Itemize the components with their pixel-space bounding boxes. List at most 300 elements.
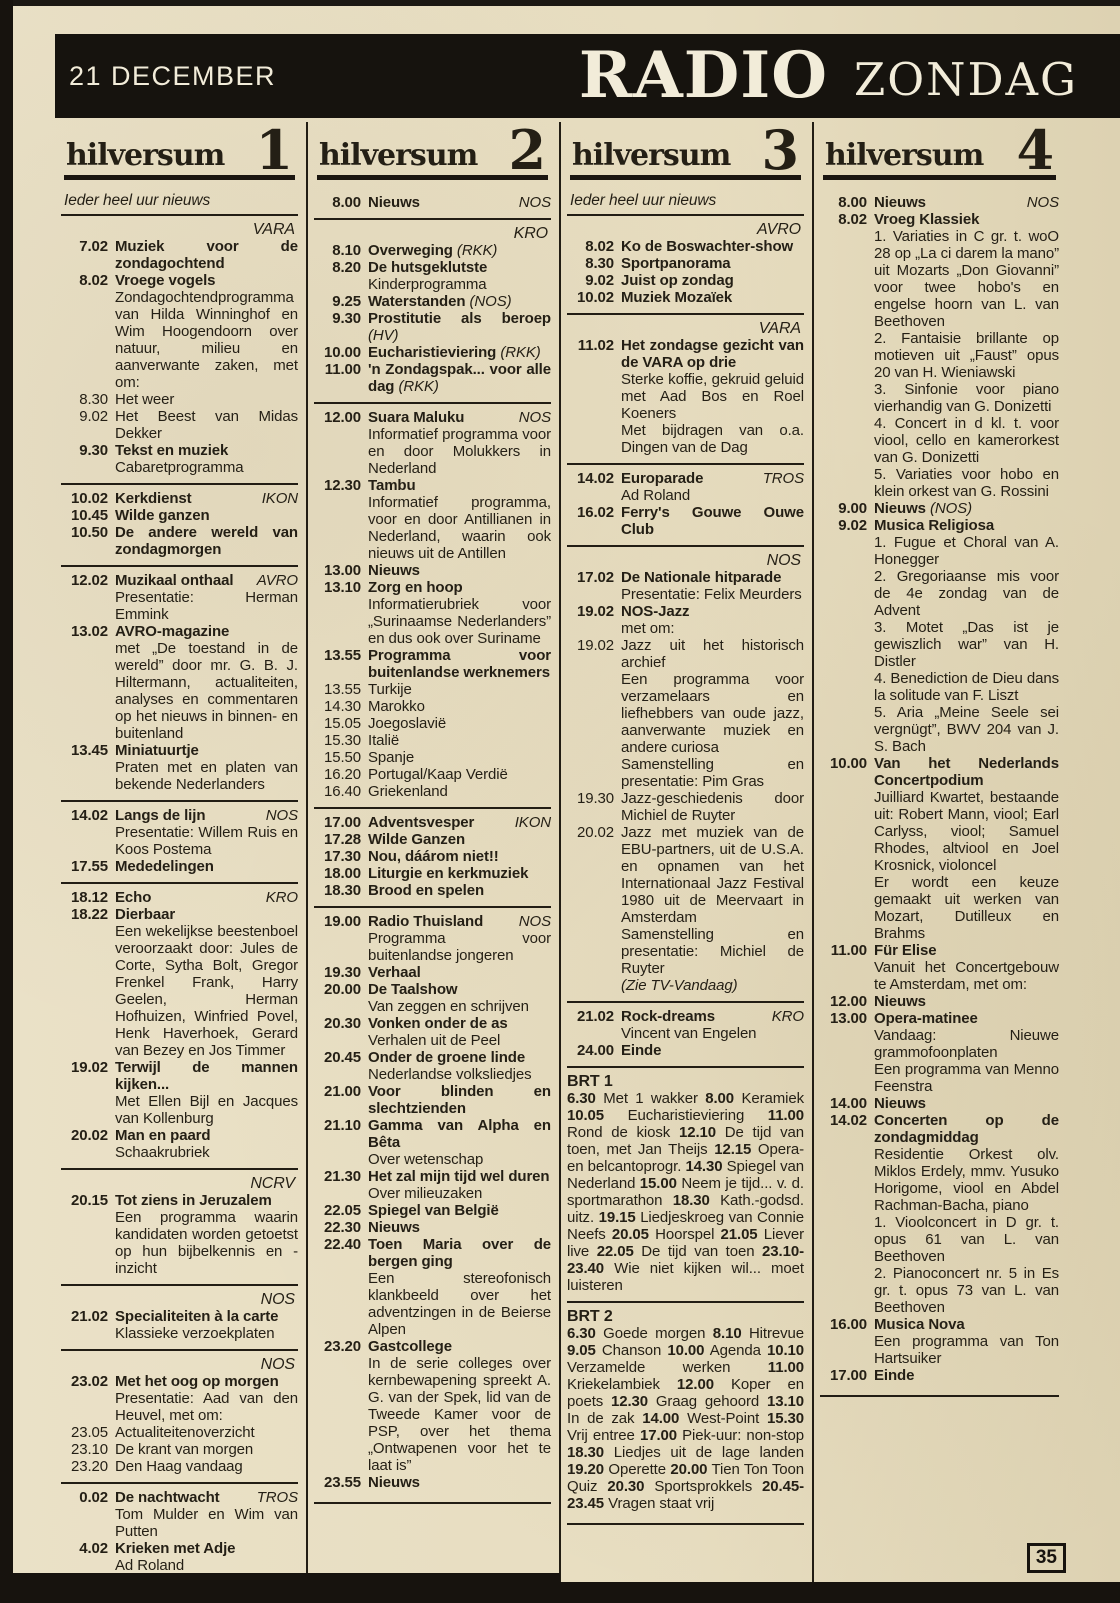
program-body xyxy=(621,637,804,790)
columns xyxy=(55,118,1067,1587)
brt-time: 20.45-23.45 xyxy=(567,1477,804,1512)
brt-time: 9.05 xyxy=(567,1341,596,1359)
program-body xyxy=(115,408,298,442)
program-time: 23.20 xyxy=(323,1337,361,1355)
program-time: 14.02 xyxy=(576,469,614,487)
program-description: Samenstelling en presentatie: Michiel de Ruyter xyxy=(621,925,804,977)
program-title: De Nationale hitparade xyxy=(621,568,782,586)
program-time: 22.05 xyxy=(323,1201,361,1219)
program-section xyxy=(61,1482,298,1581)
brt-title: BRT 1 xyxy=(567,1072,613,1090)
brt-time: 12.30 xyxy=(611,1392,649,1410)
program-title: Miniatuurtje xyxy=(115,741,199,759)
program-body xyxy=(115,1059,298,1127)
brt-block xyxy=(567,1066,804,1301)
program-item xyxy=(314,1474,551,1491)
program-time: 9.00 xyxy=(838,499,867,517)
program-description: Vincent van Engelen xyxy=(621,1024,757,1042)
program-item xyxy=(314,647,551,681)
program-body xyxy=(368,681,551,698)
program-title: Dierbaar xyxy=(115,905,176,923)
program-time: 16.02 xyxy=(576,503,614,521)
broadcaster-label: NOS xyxy=(766,551,801,569)
column-end-rule xyxy=(567,1523,804,1525)
broadcaster-tag: NOS xyxy=(1026,193,1059,211)
program-body xyxy=(368,194,551,211)
program-item xyxy=(61,1424,298,1441)
program-title: Ferry's Gouwe Ouwe Club xyxy=(621,503,804,538)
program-title: Musica Nova xyxy=(874,1315,965,1333)
program-time: 9.25 xyxy=(332,292,361,310)
program-time: 21.30 xyxy=(323,1167,361,1185)
program-title: Sportpanorama xyxy=(621,254,731,272)
brt-time: 12.15 xyxy=(714,1140,752,1158)
program-description: Een programma van Ton Hartsuiker xyxy=(874,1332,1059,1367)
program-body xyxy=(115,858,298,875)
radio-masthead-title: RADIO xyxy=(578,38,828,113)
program-title: Radio Thuisland xyxy=(368,912,484,930)
program-description: 5. Variaties voor hobo en klein orkest van G. Rossini xyxy=(874,465,1059,500)
program-time: 8.02 xyxy=(79,271,108,289)
brt-title: BRT 2 xyxy=(567,1307,613,1325)
program-time: 9.02 xyxy=(585,271,614,289)
program-body xyxy=(368,1474,551,1491)
program-title: Voor blinden en slechtzienden xyxy=(368,1082,551,1117)
program-body xyxy=(115,238,298,272)
program-description: 2. Gregoriaanse mis voor de 4e zondag van de Advent xyxy=(874,567,1059,619)
program-body xyxy=(368,913,551,964)
brt-text: Goede morgen xyxy=(595,1324,713,1342)
program-body xyxy=(621,1008,804,1042)
program-time: 16.20 xyxy=(323,765,361,783)
station-number: 2 xyxy=(508,118,546,182)
station-header xyxy=(317,118,548,182)
program-title: Suara Maluku xyxy=(368,408,465,426)
program-section xyxy=(61,565,298,800)
program-item xyxy=(314,242,551,259)
program-item xyxy=(567,272,804,289)
broadcaster-tag: NOS xyxy=(518,408,551,426)
program-item xyxy=(314,681,551,698)
program-title: Mededelingen xyxy=(115,857,214,875)
program-time: 24.00 xyxy=(576,1041,614,1059)
brt-time: 10.00 xyxy=(667,1341,705,1359)
brt-time: 6.30 xyxy=(567,1089,596,1107)
program-description: met „De toestand in de wereld” door mr. G. B. J. Hiltermann, actualiteiten, analyses en commentaren op het nieuws in binnen- en buitenland xyxy=(115,639,298,742)
program-item xyxy=(314,1015,551,1049)
brt-time: 11.00 xyxy=(767,1106,804,1124)
brt-text: Liever live xyxy=(567,1225,804,1260)
program-title: Muzikaal onthaal xyxy=(115,571,234,589)
program-body xyxy=(115,1127,298,1161)
program-item xyxy=(314,1083,551,1117)
brt-text: Eucharistieviering xyxy=(604,1106,768,1124)
program-body xyxy=(874,1112,1059,1316)
program-description: 4. Benediction de Dieu dans la solitude van F. Liszt xyxy=(874,669,1059,704)
program-time: 18.30 xyxy=(323,881,361,899)
program-item xyxy=(567,603,804,637)
brt-text: Verzamelde werken xyxy=(567,1358,768,1376)
program-item xyxy=(61,572,298,623)
program-title: Nieuws xyxy=(368,1218,420,1236)
program-item xyxy=(314,194,551,211)
program-item xyxy=(61,524,298,558)
program-time: 13.45 xyxy=(70,741,108,759)
program-title: Brood en spelen xyxy=(368,881,485,899)
program-time: 17.55 xyxy=(70,857,108,875)
program-item xyxy=(61,1373,298,1424)
program-section xyxy=(61,1284,298,1349)
brt-time: 14.30 xyxy=(685,1157,723,1175)
brt-time: 10.10 xyxy=(766,1341,804,1359)
program-body xyxy=(621,255,804,272)
program-body xyxy=(368,882,551,899)
program-description: Ad Roland xyxy=(621,486,691,504)
program-time: 16.40 xyxy=(323,782,361,800)
program-title: Turkije xyxy=(368,680,412,698)
program-item xyxy=(61,1540,298,1574)
station-name: hilversum xyxy=(825,137,984,173)
program-item xyxy=(61,1489,298,1540)
program-description: Een programma voor verzamelaars en liefhebbers van oude jazz, aanverwante muziek en andere curiosa xyxy=(621,670,804,756)
column-end-rule xyxy=(314,1502,551,1504)
program-title: Nieuws xyxy=(368,1473,420,1491)
brt-text: Operette xyxy=(604,1460,671,1478)
program-title: Specialiteiten à la carte xyxy=(115,1307,279,1325)
scan-bottom-edge xyxy=(0,1582,1120,1603)
program-title: Tekst en muziek xyxy=(115,441,229,459)
program-body xyxy=(368,1202,551,1219)
program-body xyxy=(368,259,551,293)
program-item xyxy=(314,913,551,964)
program-time: 8.02 xyxy=(838,210,867,228)
program-title: Het Beest van Midas Dekker xyxy=(115,407,298,442)
program-description: 1. Variaties in C gr. t. woO 28 op „La ci darem la mano” uit Mozarts „Don Giovanni” voor twee hobo's en engelse hoorn van L. van Beethoven xyxy=(874,227,1059,330)
program-time: 12.30 xyxy=(323,476,361,494)
program-item xyxy=(314,698,551,715)
program-description: Tom Mulder en Wim van Putten xyxy=(115,1505,298,1540)
broadcaster-tag: KRO xyxy=(771,1007,804,1025)
program-title: Nieuws xyxy=(874,992,926,1010)
station-header xyxy=(64,118,295,182)
program-time: 8.10 xyxy=(332,241,361,259)
program-description: 2. Fantaisie brillante op motieven uit „Faust” opus 20 van H. Wieniawski xyxy=(874,329,1059,381)
program-description: 3. Motet „Das ist je gewiszlich war” van H. Distler xyxy=(874,618,1059,670)
brt-time: 18.30 xyxy=(672,1191,710,1209)
program-description: Presentatie: Herman Emmink xyxy=(115,588,298,623)
program-item xyxy=(314,882,551,899)
program-time: 0.02 xyxy=(79,1488,108,1506)
program-item xyxy=(567,1042,804,1059)
program-item xyxy=(314,865,551,882)
program-time: 19.02 xyxy=(576,636,614,654)
brt-text: Sportsprokkels xyxy=(644,1477,763,1495)
program-section xyxy=(820,189,1059,1391)
program-title: Vonken onder de as xyxy=(368,1014,508,1032)
program-title: Waterstanden xyxy=(368,292,466,310)
program-body xyxy=(368,1219,551,1236)
program-time: 11.00 xyxy=(324,360,361,378)
program-description: Over milieuzaken xyxy=(368,1184,483,1202)
brt-text: Wie niet kijken wil... moet luisteren xyxy=(567,1259,804,1294)
program-time: 11.02 xyxy=(577,336,614,354)
brt-time: 20.00 xyxy=(670,1460,708,1478)
program-title: Spiegel van België xyxy=(368,1201,499,1219)
program-item xyxy=(567,637,804,790)
program-item xyxy=(820,993,1059,1010)
program-title: NOS-Jazz xyxy=(621,602,690,620)
program-time: 23.10 xyxy=(70,1440,108,1458)
broadcaster-tag: IKON xyxy=(514,813,551,831)
program-description: Kinderprogramma xyxy=(368,275,487,293)
program-item xyxy=(314,715,551,732)
program-title: Italië xyxy=(368,731,400,749)
program-title: Wilde Ganzen xyxy=(368,830,466,848)
program-time: 14.02 xyxy=(829,1111,867,1129)
brt-time: 12.10 xyxy=(678,1123,717,1141)
program-title: Gastcollege xyxy=(368,1337,452,1355)
day-label: ZONDAG xyxy=(853,52,1078,106)
program-body xyxy=(115,889,298,906)
program-body xyxy=(874,194,1059,211)
program-body xyxy=(368,562,551,579)
broadcaster-tag: IKON xyxy=(261,489,298,507)
brt-text: Hitrevue xyxy=(741,1324,805,1342)
program-time: 9.02 xyxy=(838,516,867,534)
program-body xyxy=(368,344,551,361)
program-item xyxy=(61,391,298,408)
program-title: Man en paard xyxy=(115,1126,211,1144)
program-time: 8.20 xyxy=(332,258,361,276)
brt-text: Rond de kiosk xyxy=(567,1123,679,1141)
brt-text: Kriekelambiek xyxy=(567,1375,677,1393)
brt-time: 15.00 xyxy=(639,1174,677,1192)
brt-text: De tijd van toen, met Jan Theijs xyxy=(567,1123,804,1158)
program-description: Residentie Orkest olv. Miklos Erdely, mmv. Yusuko Horigome, viool en Abdel Rachman-Bacha, piano xyxy=(874,1145,1059,1214)
brt-text: Vragen staat vrij xyxy=(604,1494,715,1512)
program-time: 19.02 xyxy=(70,1058,108,1076)
program-time: 20.30 xyxy=(323,1014,361,1032)
program-title: Kerkdienst xyxy=(115,489,192,507)
program-body xyxy=(368,1015,551,1049)
station-name: hilversum xyxy=(66,137,225,173)
program-item xyxy=(820,755,1059,942)
program-time: 17.00 xyxy=(323,813,361,831)
program-time: 21.00 xyxy=(323,1082,361,1100)
program-time: 9.02 xyxy=(79,407,108,425)
program-body xyxy=(874,211,1059,500)
program-time: 8.00 xyxy=(838,193,867,211)
program-time: 19.30 xyxy=(576,789,614,807)
program-time: 15.05 xyxy=(323,714,361,732)
program-body xyxy=(874,1316,1059,1367)
tv-reference-note: (Zie TV-Vandaag) xyxy=(621,976,738,994)
program-item xyxy=(61,1308,298,1342)
program-time: 23.20 xyxy=(70,1457,108,1475)
program-title: Muziek Mozaïek xyxy=(621,288,733,306)
program-title: Overweging xyxy=(368,241,453,259)
broadcaster-tag: NOS xyxy=(518,193,551,211)
program-item xyxy=(567,569,804,603)
program-body xyxy=(621,1042,804,1059)
program-item xyxy=(314,1117,551,1168)
brt-text: Tien Ton Toon Quiz xyxy=(567,1460,805,1495)
brt-text: Vrij entree xyxy=(567,1426,640,1444)
program-title: Prostitutie als beroep xyxy=(368,309,551,327)
program-title: Vroege vogels xyxy=(115,271,216,289)
program-time: 20.02 xyxy=(70,1126,108,1144)
program-time: 13.00 xyxy=(829,1009,867,1027)
program-description: Schaakrubriek xyxy=(115,1143,210,1161)
program-time: 11.00 xyxy=(830,941,867,959)
program-title: Toen Maria over de bergen ging xyxy=(368,1235,551,1270)
program-title: Tambu xyxy=(368,476,416,494)
scan-left-edge xyxy=(0,0,13,1603)
program-title: De hutsgeklutste xyxy=(368,258,488,276)
program-title: Concerten op de zondagmiddag xyxy=(874,1111,1059,1146)
brt-listing xyxy=(567,1090,804,1294)
program-description: Cabaretprogramma xyxy=(115,458,244,476)
program-time: 13.55 xyxy=(323,646,361,664)
program-body xyxy=(368,831,551,848)
program-item xyxy=(314,562,551,579)
program-title: Met het oog op morgen xyxy=(115,1372,279,1390)
program-item xyxy=(820,211,1059,500)
program-title: Nieuws xyxy=(874,1094,926,1112)
program-title: Liturgie en kerkmuziek xyxy=(368,864,529,882)
brt-time: 20.30 xyxy=(607,1477,645,1495)
program-time: 17.00 xyxy=(829,1366,867,1384)
program-description: 5. Aria „Meine Seele sei vergnügt”, BWV 204 van J. S. Bach xyxy=(874,703,1059,755)
program-description: Een programma van Menno Feenstra xyxy=(874,1060,1059,1095)
station-column-1 xyxy=(55,118,308,1587)
program-description: 3. Sinfonie voor piano vierhandig van G. Donizetti xyxy=(874,380,1059,415)
program-time: 23.55 xyxy=(323,1473,361,1491)
program-description: In de serie colleges over kernbewapening spreekt A. G. van der Spek, lid van de Tweede Kamer voor de PSP, over het thema „Ontwapenen voor het te laat is” xyxy=(368,1354,551,1474)
program-title: De nachtwacht xyxy=(115,1488,220,1506)
program-item xyxy=(314,1236,551,1338)
program-title: Tot ziens in Jeruzalem xyxy=(115,1191,272,1209)
program-description: Een programma waarin kandidaten worden getoetst op hun bijbelkennis en -inzicht xyxy=(115,1208,298,1277)
program-time: 20.45 xyxy=(323,1048,361,1066)
program-section xyxy=(567,545,804,1001)
program-body xyxy=(621,337,804,456)
program-title: Van het Nederlands Concertpodium xyxy=(874,754,1059,789)
program-item xyxy=(820,517,1059,755)
program-item xyxy=(314,766,551,783)
program-body xyxy=(368,1083,551,1117)
program-body xyxy=(368,477,551,562)
program-title: Nieuws xyxy=(874,193,926,211)
program-section xyxy=(61,483,298,565)
program-time: 19.02 xyxy=(576,602,614,620)
program-item xyxy=(820,1316,1059,1367)
program-description: Programma voor buitenlandse jongeren xyxy=(368,929,551,964)
program-description: 2. Pianoconcert nr. 5 in Es gr. t. opus 73 van L. van Beethoven xyxy=(874,1264,1059,1316)
program-title: Ko de Boswachter-show xyxy=(621,237,794,255)
program-description: Vanuit het Concertgebouw te Amsterdam, met om: xyxy=(874,958,1059,993)
program-description: Klassieke verzoekplaten xyxy=(115,1324,275,1342)
program-item xyxy=(820,1112,1059,1316)
program-body xyxy=(115,1192,298,1277)
program-section xyxy=(567,216,804,313)
program-body xyxy=(874,1010,1059,1095)
program-item xyxy=(61,742,298,793)
program-title: Het zondagse gezicht van de VARA op drie xyxy=(621,336,804,371)
program-title: Muziek voor de zondagochtend xyxy=(115,237,298,272)
program-section xyxy=(314,402,551,807)
program-body xyxy=(115,442,298,476)
program-title: Nou, dáárom niet!! xyxy=(368,847,499,865)
broadcaster-label: NOS xyxy=(260,1290,295,1308)
program-item xyxy=(314,783,551,800)
program-time: 15.30 xyxy=(323,731,361,749)
program-body xyxy=(115,1308,298,1342)
scan-top-edge xyxy=(0,0,1120,6)
program-title: Joegoslavië xyxy=(368,714,447,732)
program-time: 10.02 xyxy=(576,288,614,306)
program-body xyxy=(368,361,551,395)
program-title: Adventsvesper xyxy=(368,813,475,831)
program-description: met om: xyxy=(621,619,675,637)
program-body xyxy=(874,517,1059,755)
program-time: 14.00 xyxy=(829,1094,867,1112)
program-body xyxy=(874,1095,1059,1112)
program-title: Programma voor buitenlandse werknemers xyxy=(368,646,551,681)
program-title: De andere wereld van zondagmorgen xyxy=(115,523,298,558)
program-title: Krieken met Adje xyxy=(115,1539,236,1557)
program-description: 1. Vioolconcert in D gr. t. opus 61 van L. van Beethoven xyxy=(874,1213,1059,1265)
program-description: Informatief programma voor en door Molukkers in Nederland xyxy=(368,425,551,477)
program-section xyxy=(61,1349,298,1482)
program-title: Nieuws xyxy=(874,499,926,517)
broadcaster-tag: NOS xyxy=(265,806,298,824)
column-end-rule xyxy=(820,1395,1059,1397)
program-time: 7.02 xyxy=(79,237,108,255)
program-title: Eucharistieviering xyxy=(368,343,497,361)
program-body xyxy=(115,1540,298,1574)
program-description: Met Ellen Bijl en Jacques van Kollenburg xyxy=(115,1092,298,1127)
program-item xyxy=(820,194,1059,211)
program-body xyxy=(368,981,551,1015)
broadcaster-tag: KRO xyxy=(265,888,298,906)
program-title: Nieuws xyxy=(368,193,420,211)
program-item xyxy=(61,623,298,742)
program-item xyxy=(314,477,551,562)
brt-time: 6.30 xyxy=(567,1324,596,1342)
program-time: 10.50 xyxy=(70,523,108,541)
brt-block xyxy=(567,1301,804,1519)
brt-time: 12.00 xyxy=(676,1375,714,1393)
program-item xyxy=(61,889,298,906)
program-time: 19.30 xyxy=(323,963,361,981)
brt-time: 19.20 xyxy=(567,1460,605,1478)
program-description: Nederlandse volksliedjes xyxy=(368,1065,532,1083)
program-time: 22.40 xyxy=(323,1235,361,1253)
station-name: hilversum xyxy=(319,137,478,173)
program-body xyxy=(368,964,551,981)
program-time: 12.02 xyxy=(70,571,108,589)
program-description: Informatief programma, voor en door Antillianen in Nederland, waarin ook nieuws uit de Antillen xyxy=(368,493,551,562)
program-suffix: (NOS) xyxy=(465,292,512,310)
program-time: 10.45 xyxy=(70,506,108,524)
program-title: Musica Religiosa xyxy=(874,516,995,534)
program-suffix: (RKK) xyxy=(394,377,439,395)
program-body xyxy=(874,1367,1059,1384)
program-title: Nieuws xyxy=(368,561,420,579)
program-body xyxy=(874,993,1059,1010)
broadcaster-tag: NOS xyxy=(518,912,551,930)
